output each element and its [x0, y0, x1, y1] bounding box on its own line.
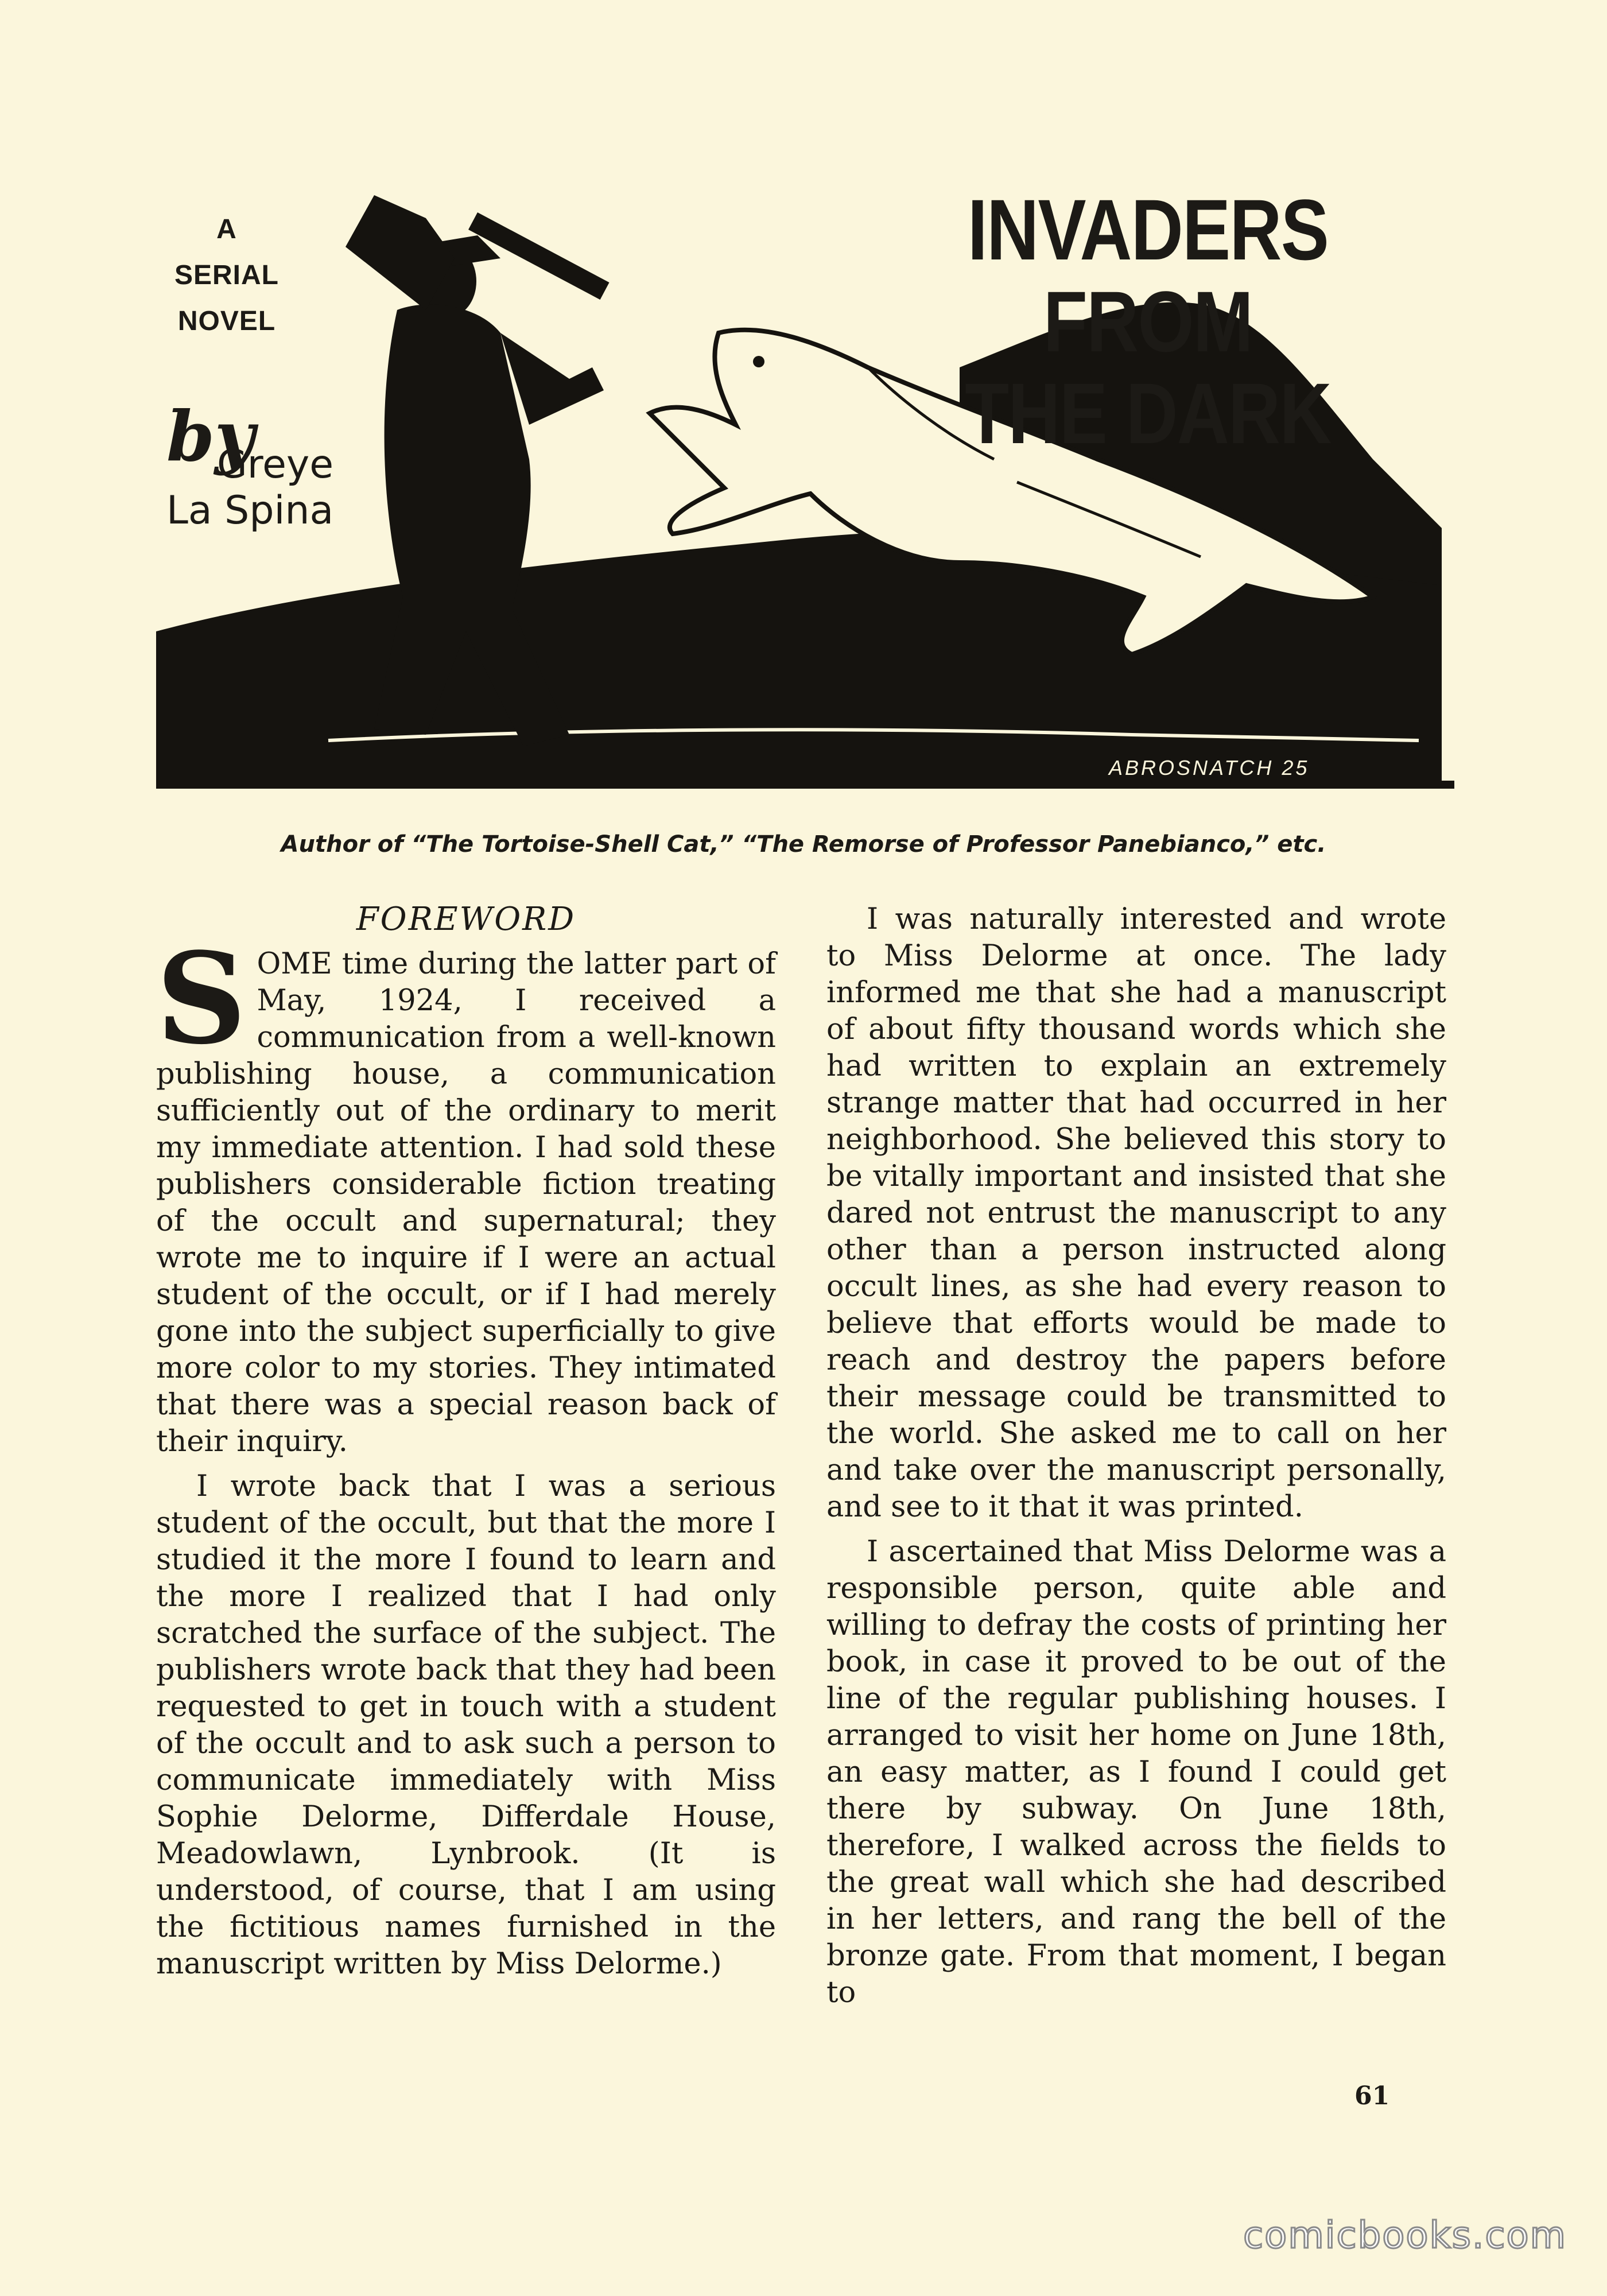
- foreword-paragraph-1: [156, 925, 776, 1460]
- foreword-paragraph-1-text: OME time during the latter part of May, 1924, I received a communication from a well-known publishing house, a communication sufficiently out of the ordinary to merit my immediate attention. I had sold these publishers considerable fiction treating of the occult and supernatural; they wrote me to inquire if I were an actual student of the occult, or if I had merely gone into the subject superficially to give more color to my stories. They intimated that there was a special reason back of their inquiry.: [156, 947, 776, 1459]
- story-title: [868, 181, 1427, 461]
- by-script: by: [166, 396, 255, 477]
- serial-tag-a: A: [216, 214, 237, 245]
- artist-signature: ABROSNATCH 25: [1109, 756, 1310, 779]
- author-last-name: La Spina: [166, 488, 334, 533]
- foreword-heading: FOREWORD: [356, 901, 576, 938]
- serial-tag-serial: SERIAL: [174, 260, 279, 290]
- foreword-paragraph-4: I ascertained that Miss Delorme was a responsible person, quite able and willing to defray the costs of printing her book, in case it proved to be out of the line of the regular publishing houses. I arranged to visit her home on June 18th, an easy matter, as I found I could get there by subway. On June 18th, therefore, I walked across the fields to the great wall which she had described in her letters, and rang the bell of the bronze gate. From that moment, I began to: [826, 1535, 1446, 2010]
- author-byline: [166, 442, 407, 534]
- author-first-name: Greye: [217, 442, 334, 487]
- page-number: 61: [1354, 2081, 1390, 2111]
- foreword-paragraph-2: I wrote back that I was a serious student of the occult, but that the more I studied it the more I found to learn and the more I realized that I had only scratched the surface of the subject. The publishers wrote back that they had been requested to get in touch with a student of the occult and to ask such a person to communicate immediately with Miss Sophie Delorme, Differdale House, Meadowlawn, Lynbrook. (It is understood, of course, that I am using the fictitious names furnished in the manuscript written by Miss Delorme.): [156, 1469, 776, 1981]
- author-credit-line: Author of “The Tortoise-Shell Cat,” “The Remorse of Professor Panebianco,” etc.: [281, 831, 1326, 858]
- left-column: [156, 901, 776, 1991]
- title-line-1: INVADERS FROM: [967, 181, 1329, 370]
- watermark: comicbooks.com: [1243, 2214, 1567, 2257]
- serial-novel-tag: [161, 207, 293, 344]
- right-column: [826, 901, 1446, 2019]
- title-line-2: THE DARK: [965, 365, 1331, 461]
- foreword-paragraph-3: I was naturally interested and wrote to Miss Delorme at once. The lady informed me that she had a manuscript of about fifty thousand words which she had written to explain an extremely strange matter that had occurred in her neighborhood. She believed this story to be vitally important and insisted that she dared not entrust the manuscript to any other than a person instructed along occult lines, as she had every reason to believe that efforts would be made to reach and destroy the papers before their message could be transmitted to the world. She asked me to call on her and take over the manuscript personally, and see to it that it was printed.: [826, 902, 1446, 1524]
- drop-cap: S: [156, 925, 247, 1072]
- serial-tag-novel: NOVEL: [177, 306, 276, 336]
